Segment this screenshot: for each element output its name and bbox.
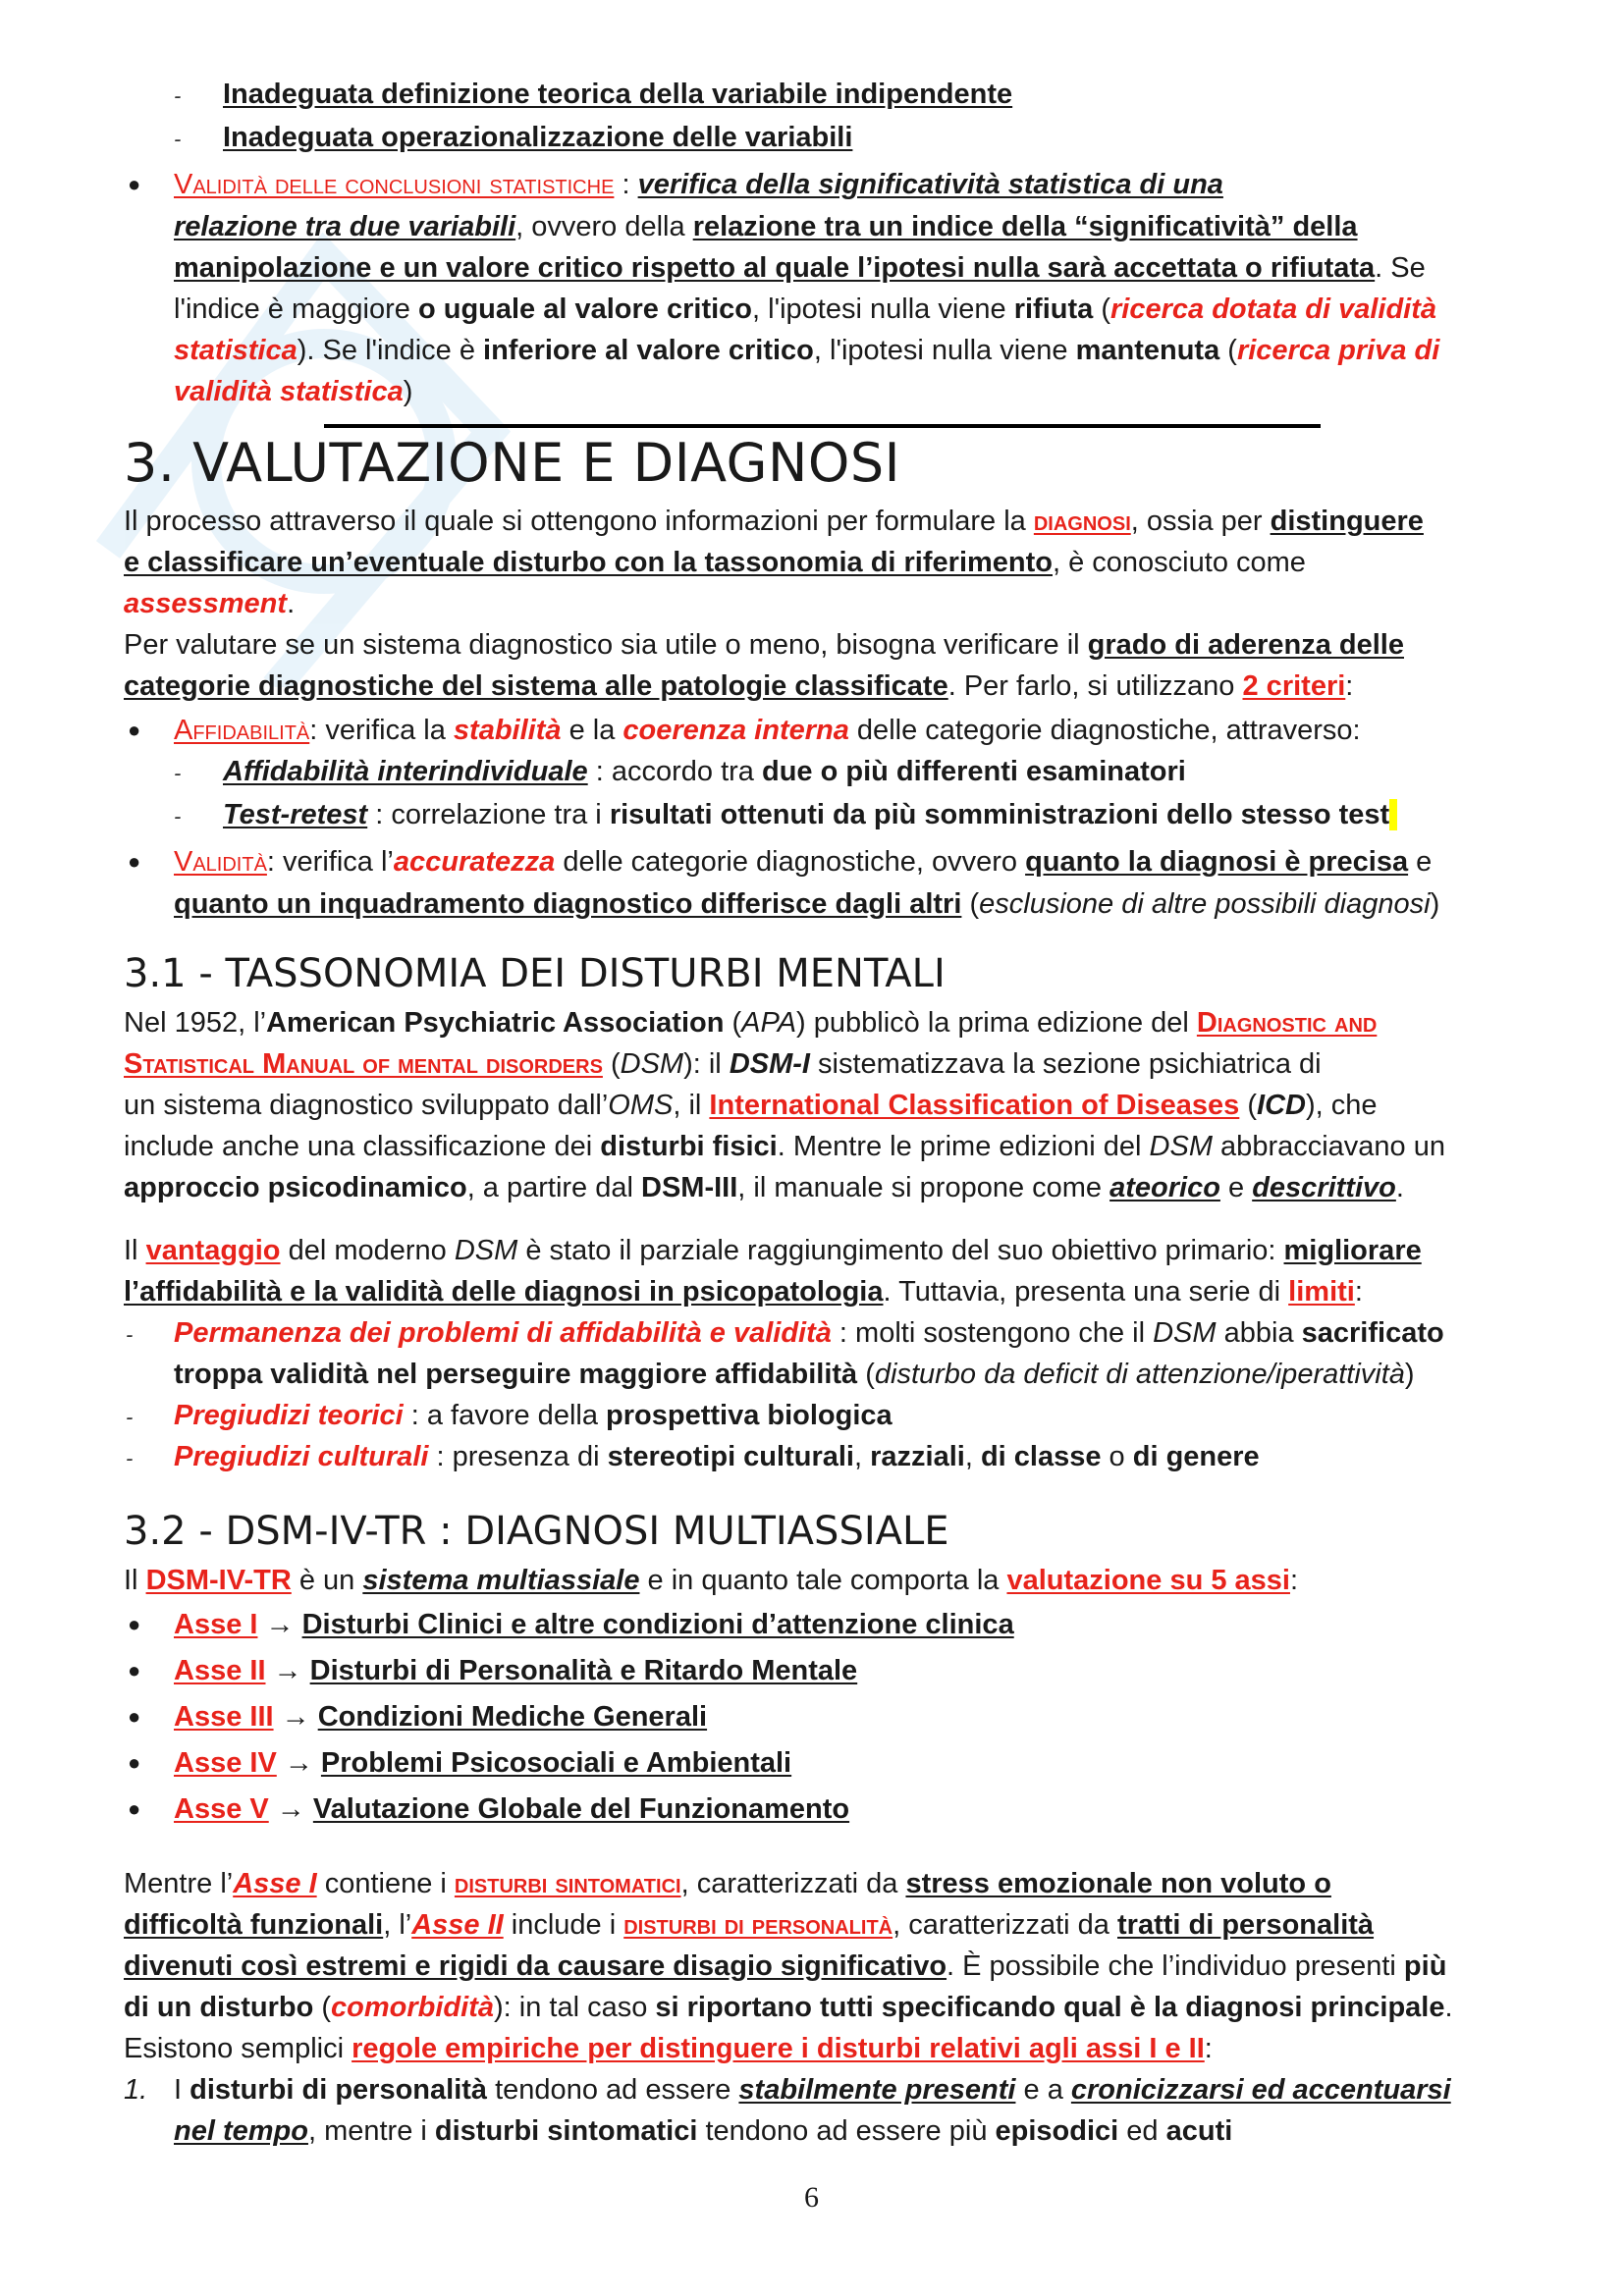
bullet-icon: ●: [128, 172, 141, 196]
paragraph-line: Permanenza dei problemi di affidabilità e validità : molti sostengono che il DSM abbia sacrificato: [174, 1317, 1444, 1349]
bullet-icon: ●: [128, 1612, 141, 1636]
dash-marker: -: [174, 127, 182, 151]
paragraph-line: validità statistica): [174, 376, 413, 407]
dash-marker: -: [174, 804, 182, 828]
dash-marker: -: [126, 1322, 134, 1347]
list-item: Asse III → Condizioni Mediche Generali: [174, 1701, 708, 1733]
list-item: Inadeguata definizione teorica della variabile indipendente: [223, 79, 1013, 110]
paragraph-line: Mentre l’Asse I contiene i disturbi sintomatici, caratterizzati da stress emozionale non voluto o: [124, 1868, 1331, 1899]
paragraph-line: Pregiudizi culturali : presenza di stereotipi culturali, razziali, di classe o di genere: [174, 1441, 1260, 1472]
paragraph-line: Il vantaggio del moderno DSM è stato il parziale raggiungimento del suo obiettivo primario: migliorare: [124, 1235, 1422, 1266]
paragraph-line: statistica). Se l'indice è inferiore al valore critico, l'ipotesi nulla viene mantenuta (ricerca priva di: [174, 335, 1440, 366]
paragraph-line: nel tempo, mentre i disturbi sintomatici tendono ad essere più episodici ed acuti: [174, 2115, 1233, 2147]
paragraph-line: Validità: verifica l’accuratezza delle categorie diagnostiche, ovvero quanto la diagnosi è precisa e: [174, 846, 1433, 878]
highlight-mark: [1389, 799, 1397, 830]
paragraph-line: Il processo attraverso il quale si ottengono informazioni per formulare la diagnosi, ossia per distinguere: [124, 506, 1424, 537]
paragraph-line: Statistical Manual of mental disorders (DSM): il DSM-I sistematizzava la sezione psichiatrica di: [124, 1048, 1322, 1080]
bullet-icon: ●: [128, 849, 141, 874]
paragraph-line: Affidabilità interindividuale : accordo tra due o più differenti esaminatori: [223, 756, 1186, 787]
list-item: Asse IV → Problemi Psicosociali e Ambientali: [174, 1747, 792, 1779]
paragraph-line: difficoltà funzionali, l’Asse II include i disturbi di personalità, caratterizzati da tratti di personalità: [124, 1909, 1375, 1941]
dash-marker: -: [126, 1405, 134, 1429]
arrow-icon: →: [276, 1747, 321, 1779]
paragraph-line: troppa validità nel perseguire maggiore affidabilità (disturbo da deficit di attenzione/iperattività): [174, 1359, 1415, 1390]
list-item: Asse II → Disturbi di Personalità e Ritardo Mentale: [174, 1655, 858, 1686]
dash-marker: -: [126, 1446, 134, 1470]
bullet-icon: ●: [128, 1658, 141, 1682]
bullet-icon: ●: [128, 718, 141, 742]
paragraph-line: Per valutare se un sistema diagnostico sia utile o meno, bisogna verificare il grado di aderenza delle: [124, 629, 1404, 661]
section-heading: 3. VALUTAZIONE E DIAGNOSI: [124, 432, 901, 494]
arrow-icon: →: [257, 1609, 302, 1640]
paragraph-line: Test-retest : correlazione tra i risultati ottenuti da più somministrazioni dello stesso test: [223, 795, 1397, 834]
paragraph-line: categorie diagnostiche del sistema alle patologie classificate. Per farlo, si utilizzano 2 criteri:: [124, 670, 1354, 702]
dash-marker: -: [174, 83, 182, 108]
paragraph-line: manipolazione e un valore critico rispetto al quale l’ipotesi nulla sarà accettata o rifiutata. Se: [174, 252, 1426, 284]
list-item: Asse V → Valutazione Globale del Funzionamento: [174, 1793, 850, 1825]
list-number: 1.: [124, 2074, 148, 2106]
paragraph-line: di un disturbo (comorbidità): in tal caso si riportano tutti specificando qual è la diagnosi principale.: [124, 1992, 1453, 2023]
paragraph-line: Esistono semplici regole empiriche per distinguere i disturbi relativi agli assi I e II:: [124, 2033, 1213, 2064]
arrow-icon: →: [265, 1655, 310, 1686]
arrow-icon: →: [273, 1701, 318, 1733]
bullet-icon: ●: [128, 1796, 141, 1821]
list-item: Inadeguata operazionalizzazione delle variabili: [223, 122, 853, 153]
page-number: 6: [804, 2181, 819, 2214]
paragraph-line: e classificare un’eventuale disturbo con la tassonomia di riferimento, è conosciuto come: [124, 547, 1306, 578]
paragraph-line: Affidabilità: verifica la stabilità e la coerenza interna delle categorie diagnostiche, attraverso:: [174, 715, 1361, 746]
arrow-icon: →: [268, 1793, 313, 1825]
subsection-heading: 3.1 - TASSONOMIA DEI DISTURBI MENTALI: [124, 951, 946, 996]
paragraph-line: Validità delle conclusioni statistiche : verifica della significatività statistica di una: [174, 169, 1223, 200]
horizontal-rule: [324, 424, 1321, 428]
paragraph-line: l'indice è maggiore o uguale al valore critico, l'ipotesi nulla viene rifiuta (ricerca dotata di validità: [174, 294, 1437, 325]
paragraph-line: approccio psicodinamico, a partire dal DSM-III, il manuale si propone come ateorico e descrittivo.: [124, 1172, 1404, 1203]
paragraph-line: relazione tra due variabili, ovvero della relazione tra un indice della “significatività” della: [174, 211, 1358, 242]
paragraph-line: Pregiudizi teorici : a favore della prospettiva biologica: [174, 1400, 893, 1431]
paragraph-line: include anche una classificazione dei disturbi fisici. Mentre le prime edizioni del DSM abbracciavano un: [124, 1131, 1445, 1162]
subsection-heading: 3.2 - DSM-IV-TR : DIAGNOSI MULTIASSIALE: [124, 1509, 949, 1554]
paragraph-line: assessment.: [124, 588, 296, 619]
paragraph-line: Il DSM-IV-TR è un sistema multiassiale e in quanto tale comporta la valutazione su 5 assi:: [124, 1565, 1299, 1596]
bullet-icon: ●: [128, 1750, 141, 1775]
paragraph-line: un sistema diagnostico sviluppato dall’OMS, il International Classification of Diseases (ICD), che: [124, 1090, 1378, 1121]
dash-marker: -: [174, 761, 182, 785]
list-item: Asse I → Disturbi Clinici e altre condizioni d’attenzione clinica: [174, 1609, 1014, 1640]
paragraph-line: Nel 1952, l’American Psychiatric Association (APA) pubblicò la prima edizione del Diagnostic and: [124, 1007, 1378, 1039]
paragraph-line: I disturbi di personalità tendono ad essere stabilmente presenti e a cronicizzarsi ed accentuarsi: [174, 2074, 1451, 2106]
paragraph-line: l’affidabilità e la validità delle diagnosi in psicopatologia. Tuttavia, presenta una serie di limiti:: [124, 1276, 1363, 1308]
paragraph-line: quanto un inquadramento diagnostico differisce dagli altri (esclusione di altre possibili diagnosi): [174, 888, 1440, 920]
bullet-icon: ●: [128, 1704, 141, 1729]
paragraph-line: divenuti così estremi e rigidi da causare disagio significativo. È possibile che l’individuo presenti più: [124, 1950, 1447, 1982]
